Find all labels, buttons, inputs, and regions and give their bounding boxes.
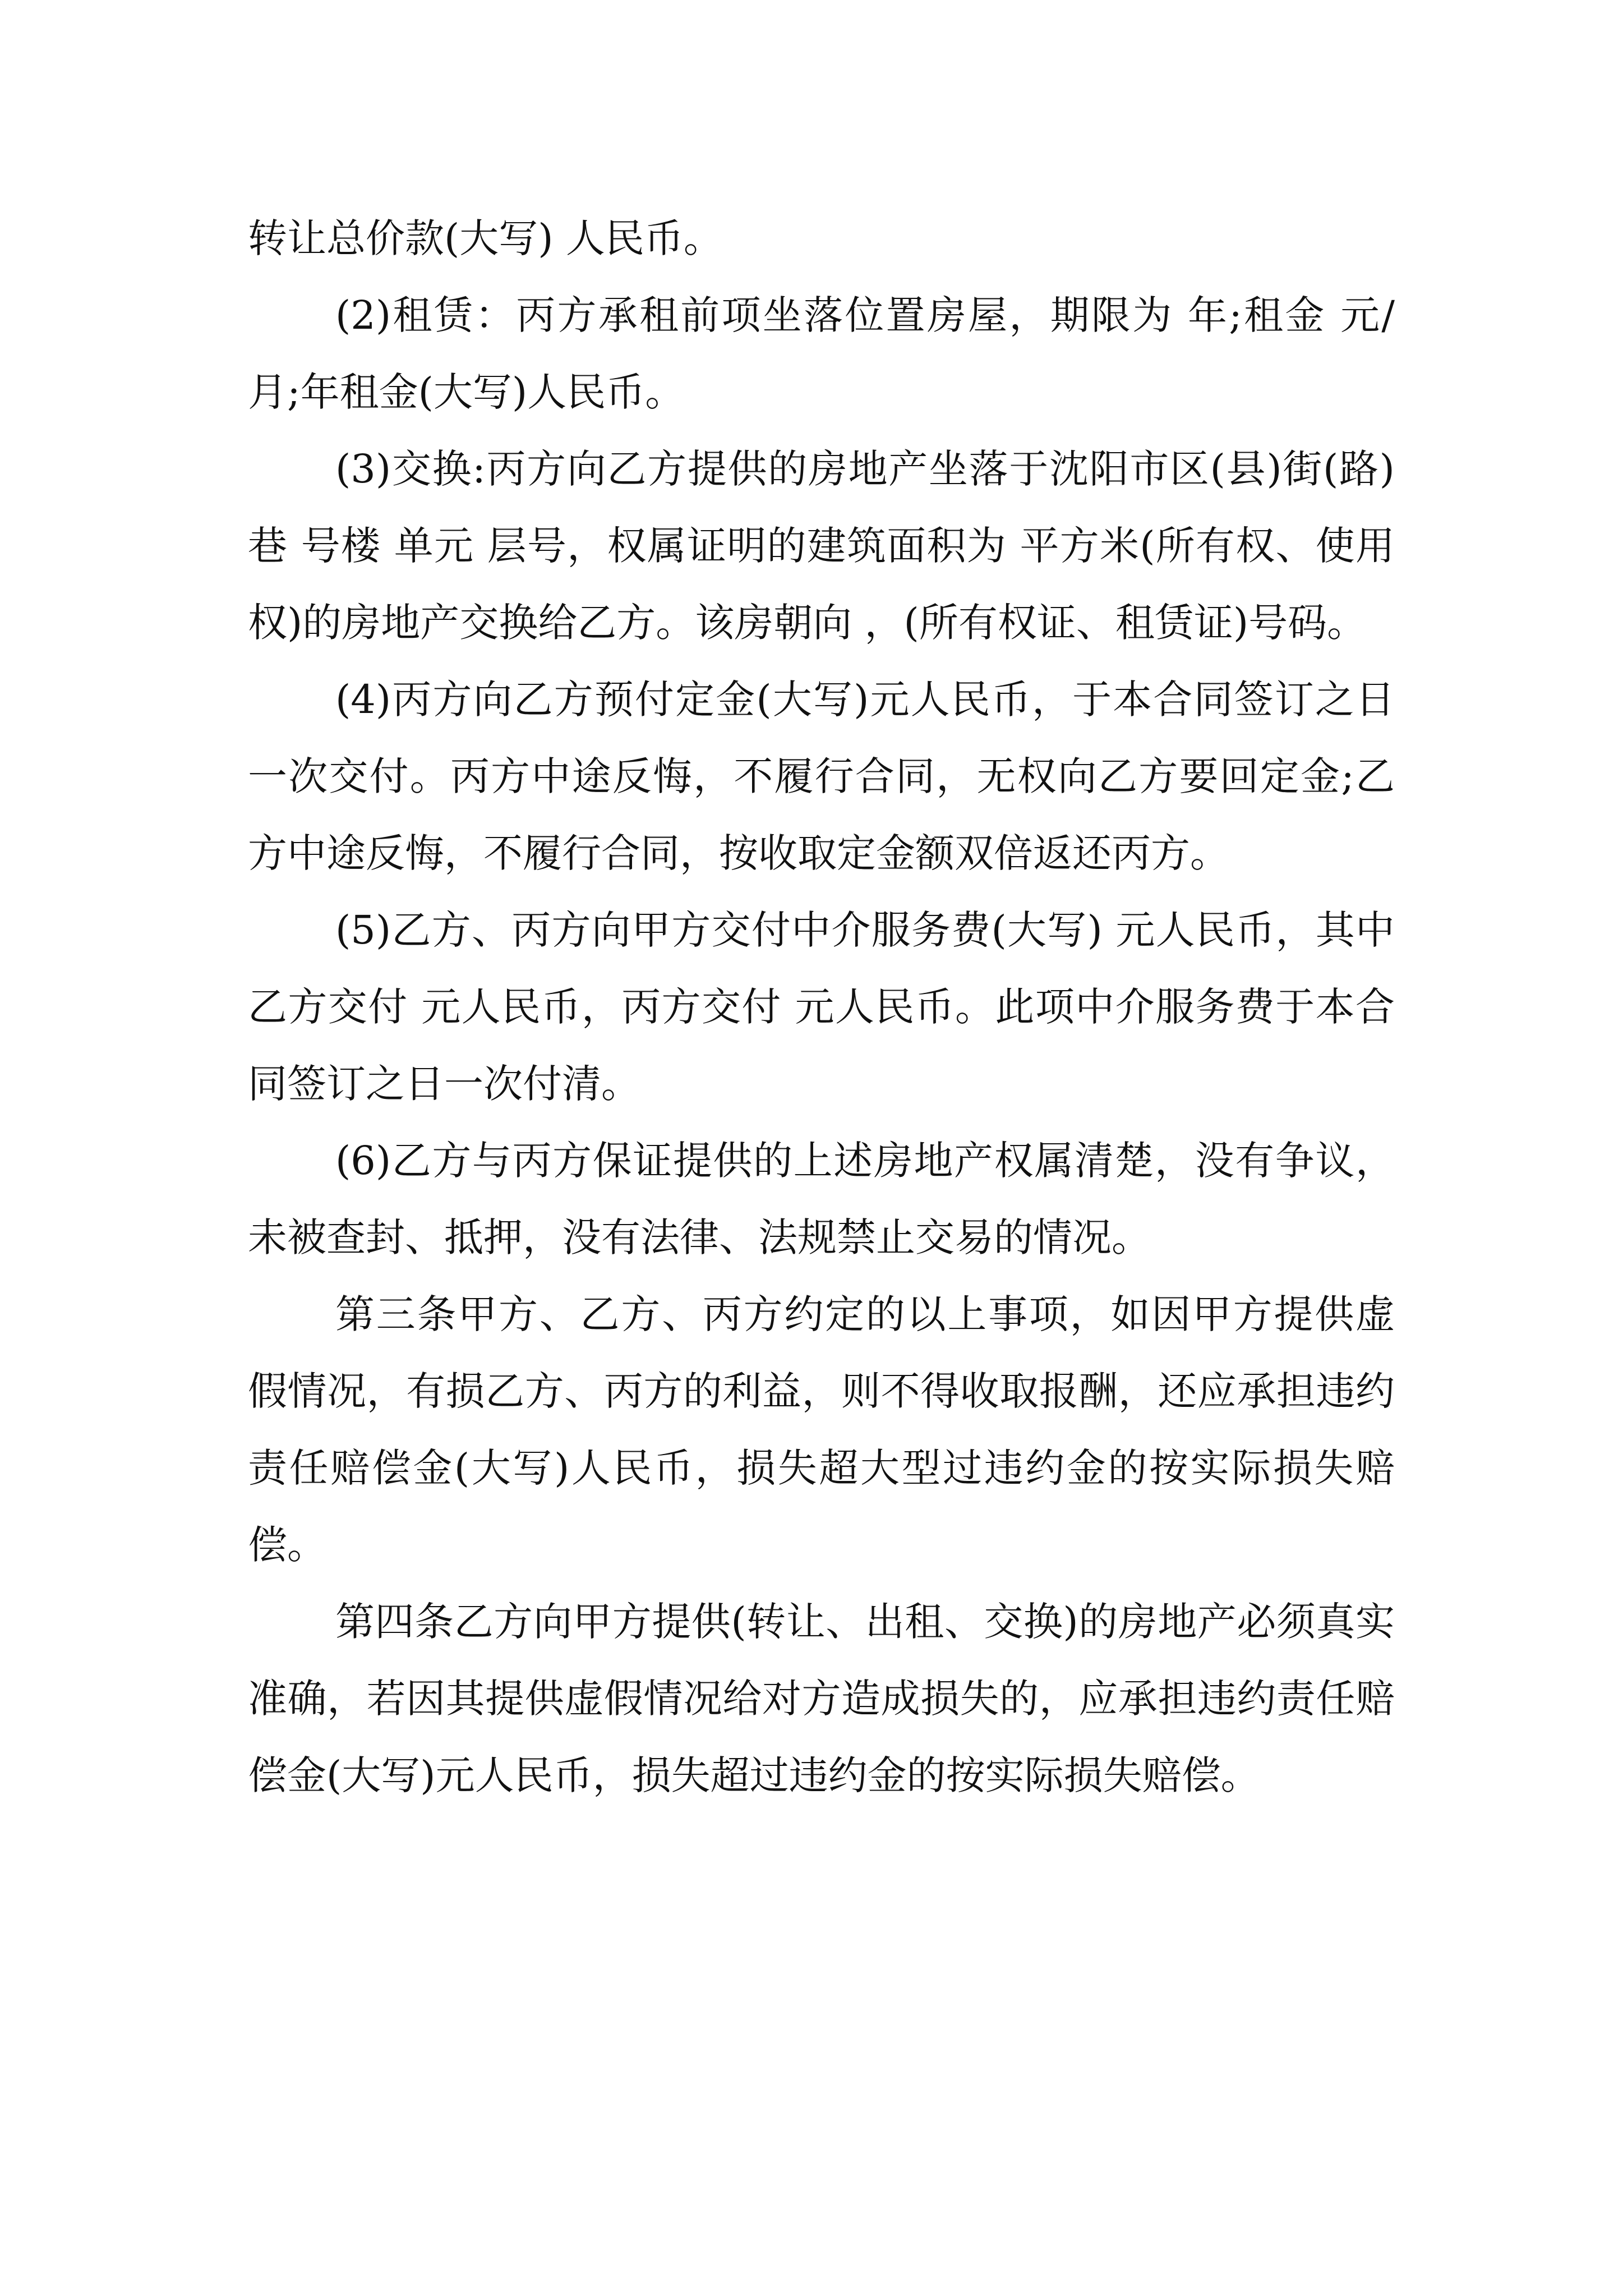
paragraph-title-guarantee: (6)乙方与丙方保证提供的上述房地产权属清楚，没有争议，未被查封、抵押，没有法律、法规禁止交易的情况。 xyxy=(248,1138,1395,1260)
paragraph-service-fee: (5)乙方、丙方向甲方交付中介服务费(大写) 元人民币，其中乙方交付 元人民币，丙方交付 元人民币。此项中介服务费于本合同签订之日一次付清。 xyxy=(248,907,1395,1107)
paragraph-deposit: (4)丙方向乙方预付定金(大写)元人民币，于本合同签订之日一次交付。丙方中途反悔，不履行合同，无权向乙方要回定金;乙方中途反悔，不履行合同，按收取定金额双倍返还丙方。 xyxy=(248,677,1395,876)
paragraph-exchange: (3)交换:丙方向乙方提供的房地产坐落于沈阳市区(县)街(路)巷 号楼 单元 层号，权属证明的建筑面积为 平方米(所有权、使用权)的房地产交换给乙方。该房朝向 ，(所有权证、租赁证)号码。 xyxy=(248,446,1395,646)
document-body xyxy=(248,200,1395,1814)
paragraph-article-three: 第三条甲方、乙方、丙方约定的以上事项，如因甲方提供虚假情况，有损乙方、丙方的利益，则不得收取报酬，还应承担违约责任赔偿金(大写)人民币，损失超大型过违约金的按实际损失赔偿。 xyxy=(248,1291,1395,1568)
paragraph-article-four: 第四条乙方向甲方提供(转让、出租、交换)的房地产必须真实准确，若因其提供虚假情况给对方造成损失的，应承担违约责任赔偿金(大写)元人民币，损失超过违约金的按实际损失赔偿。 xyxy=(248,1599,1395,1798)
paragraph-price-continuation: 转让总价款(大写) 人民币。 xyxy=(248,215,723,261)
paragraph-lease: (2)租赁：丙方承租前项坐落位置房屋，期限为 年;租金 元/月;年租金(大写)人民币。 xyxy=(248,292,1395,415)
